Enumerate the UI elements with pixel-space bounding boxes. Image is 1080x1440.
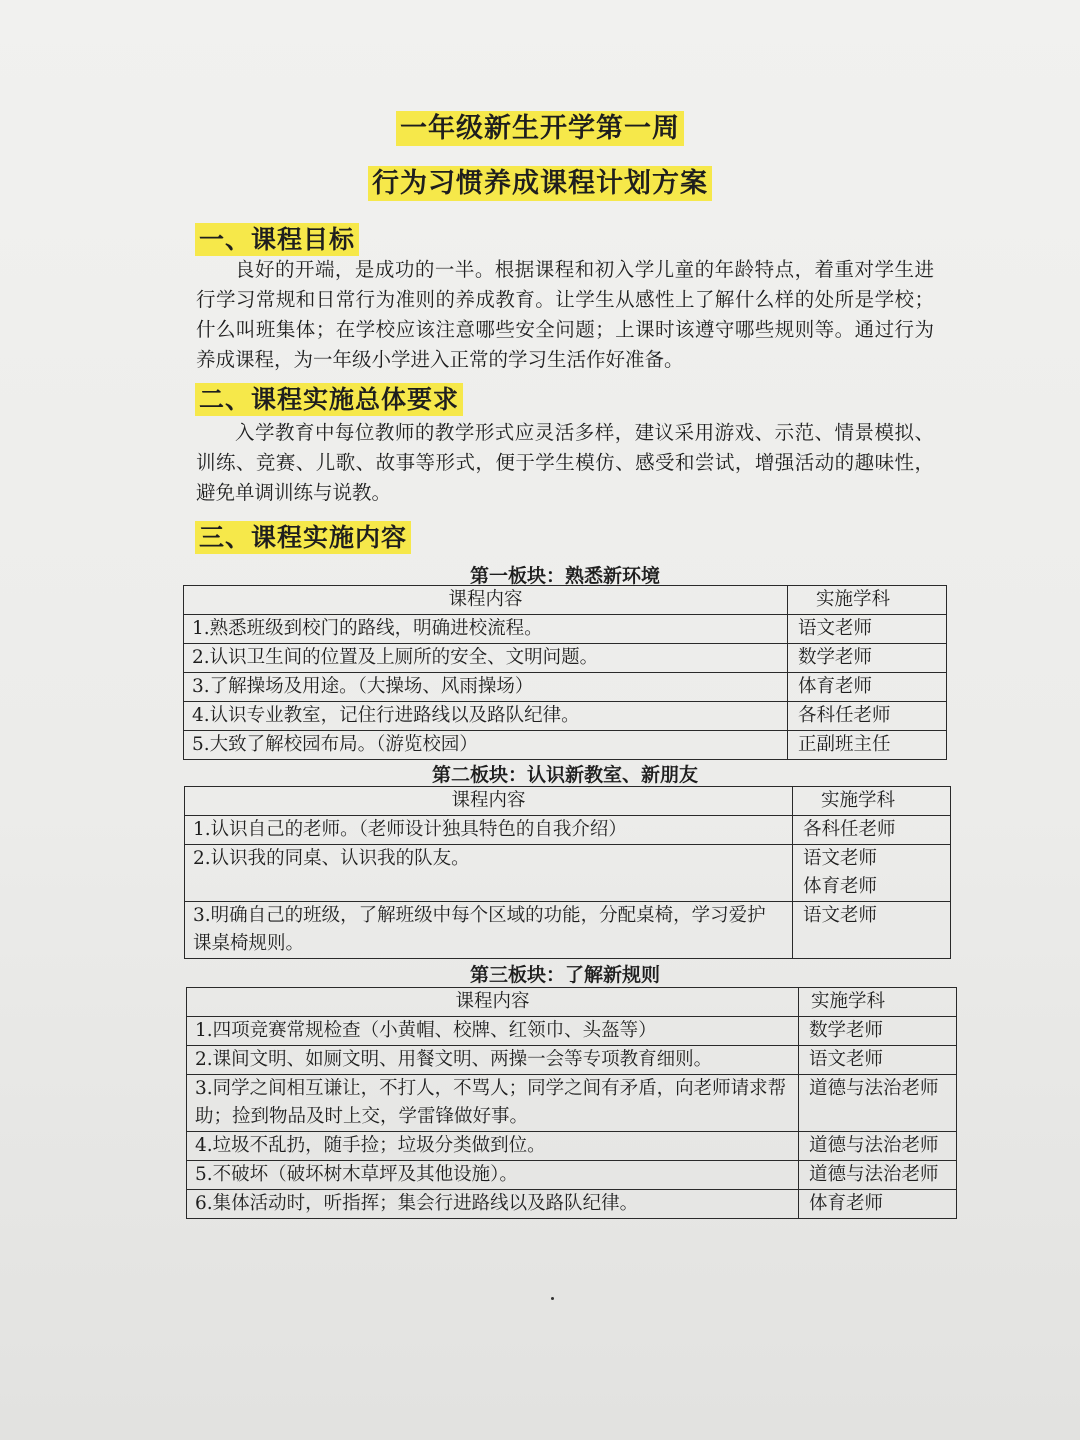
row-subject: 道德与法治老师 — [799, 1132, 957, 1161]
table-header-row — [185, 787, 951, 816]
page-dot — [551, 1297, 554, 1300]
table-row — [185, 902, 951, 959]
block-1-title: 第一板块：熟悉新环境 — [469, 565, 660, 587]
table-row — [185, 845, 951, 902]
header-subject: 实施学科 — [799, 988, 957, 1017]
row-subject-line-2: 体育老师 — [803, 876, 878, 897]
section-heading-content-text: 三、课程实施内容 — [195, 521, 411, 554]
row-subject: 道德与法治老师 — [799, 1075, 957, 1132]
row-content: 5.不破坏（破坏树木草坪及其他设施）。 — [187, 1161, 799, 1190]
header-subject: 实施学科 — [793, 787, 951, 816]
row-content: 1.认识自己的老师。（老师设计独具特色的自我介绍） — [185, 816, 793, 845]
table-row — [187, 1132, 957, 1161]
table-row — [187, 1075, 957, 1132]
title-line-2-text: 行为习惯养成课程计划方案 — [368, 166, 712, 201]
row-content: 3.明确自己的班级，了解班级中每个区域的功能，分配桌椅，学习爱护课桌椅规则。 — [185, 902, 793, 959]
row-content: 1.四项竞赛常规检查（小黄帽、校牌、红领巾、头盔等） — [187, 1017, 799, 1046]
row-content: 4.垃圾不乱扔，随手捡；垃圾分类做到位。 — [187, 1132, 799, 1161]
header-subject: 实施学科 — [788, 586, 947, 615]
section-heading-goal — [195, 220, 359, 256]
goal-paragraph: 良好的开端，是成功的一半。根据课程和初入学儿童的年龄特点，着重对学生进行学习常规和日常行为准则的养成教育。让学生从感性上了解什么样的处所是学校；什么叫班集体；在学校应该注意哪些安全问题；上课时该遵守哪些规则等。通过行为养成课程，为一年级小学进入正常的学习生活作好准备。 — [196, 258, 934, 371]
section-heading-goal-text: 一、课程目标 — [195, 223, 359, 256]
table-row — [184, 731, 947, 760]
table-row — [184, 644, 947, 673]
header-content: 课程内容 — [184, 586, 788, 615]
section-heading-content — [195, 518, 411, 554]
row-content: 2.认识卫生间的位置及上厕所的安全、文明问题。 — [184, 644, 788, 673]
row-content: 1.熟悉班级到校门的路线，明确进校流程。 — [184, 615, 788, 644]
title-line-2 — [0, 161, 1080, 200]
row-subject: 正副班主任 — [788, 731, 947, 760]
row-content: 2.课间文明、如厕文明、用餐文明、两操一会等专项教育细则。 — [187, 1046, 799, 1075]
row-subject: 数学老师 — [788, 644, 947, 673]
block-2-title: 第二板块：认识新教室、新朋友 — [431, 764, 698, 786]
row-subject: 体育老师 — [799, 1190, 957, 1219]
row-subject: 体育老师 — [788, 673, 947, 702]
row-subject: 数学老师 — [799, 1017, 957, 1046]
row-subject-line-1: 语文老师 — [803, 848, 878, 869]
table-row — [184, 702, 947, 731]
row-subject: 道德与法治老师 — [799, 1161, 957, 1190]
table-row — [187, 1161, 957, 1190]
table-row — [187, 1046, 957, 1075]
row-content: 3.了解操场及用途。（大操场、风雨操场） — [184, 673, 788, 702]
table-row — [185, 816, 951, 845]
table-header-row — [187, 988, 957, 1017]
row-content: 2.认识我的同桌、认识我的队友。 — [185, 845, 793, 902]
table-row — [187, 1017, 957, 1046]
section-heading-requirements — [195, 380, 463, 416]
row-subject: 各科任老师 — [793, 816, 951, 845]
requirements-paragraph: 入学教育中每位教师的教学形式应灵活多样，建议采用游戏、示范、情景模拟、训练、竞赛、儿歌、故事等形式，便于学生模仿、感受和尝试，增强活动的趣味性，避免单调训练与说教。 — [196, 421, 934, 504]
row-subject — [793, 845, 951, 902]
row-subject: 语文老师 — [793, 902, 951, 959]
row-subject: 语文老师 — [788, 615, 947, 644]
block-2-table — [184, 786, 951, 959]
row-content: 6.集体活动时，听指挥；集会行进路线以及路队纪律。 — [187, 1190, 799, 1219]
row-content: 4.认识专业教室，记住行进路线以及路队纪律。 — [184, 702, 788, 731]
row-content: 5.大致了解校园布局。（游览校园） — [184, 731, 788, 760]
row-subject: 语文老师 — [799, 1046, 957, 1075]
table-header-row — [184, 586, 947, 615]
table-row — [184, 615, 947, 644]
block-3-table — [186, 987, 957, 1219]
header-content: 课程内容 — [187, 988, 799, 1017]
block-3-title: 第三板块：了解新规则 — [469, 964, 660, 986]
row-subject: 各科任老师 — [788, 702, 947, 731]
header-content: 课程内容 — [185, 787, 793, 816]
title-line-1-text: 一年级新生开学第一周 — [396, 111, 684, 146]
row-content: 3.同学之间相互谦让，不打人，不骂人；同学之间有矛盾，向老师请求帮助；捡到物品及时上交，学雷锋做好事。 — [187, 1075, 799, 1132]
section-heading-requirements-text: 二、课程实施总体要求 — [195, 383, 463, 416]
table-row — [187, 1190, 957, 1219]
block-1-table — [183, 585, 947, 760]
title-line-1 — [0, 106, 1080, 145]
table-row — [184, 673, 947, 702]
